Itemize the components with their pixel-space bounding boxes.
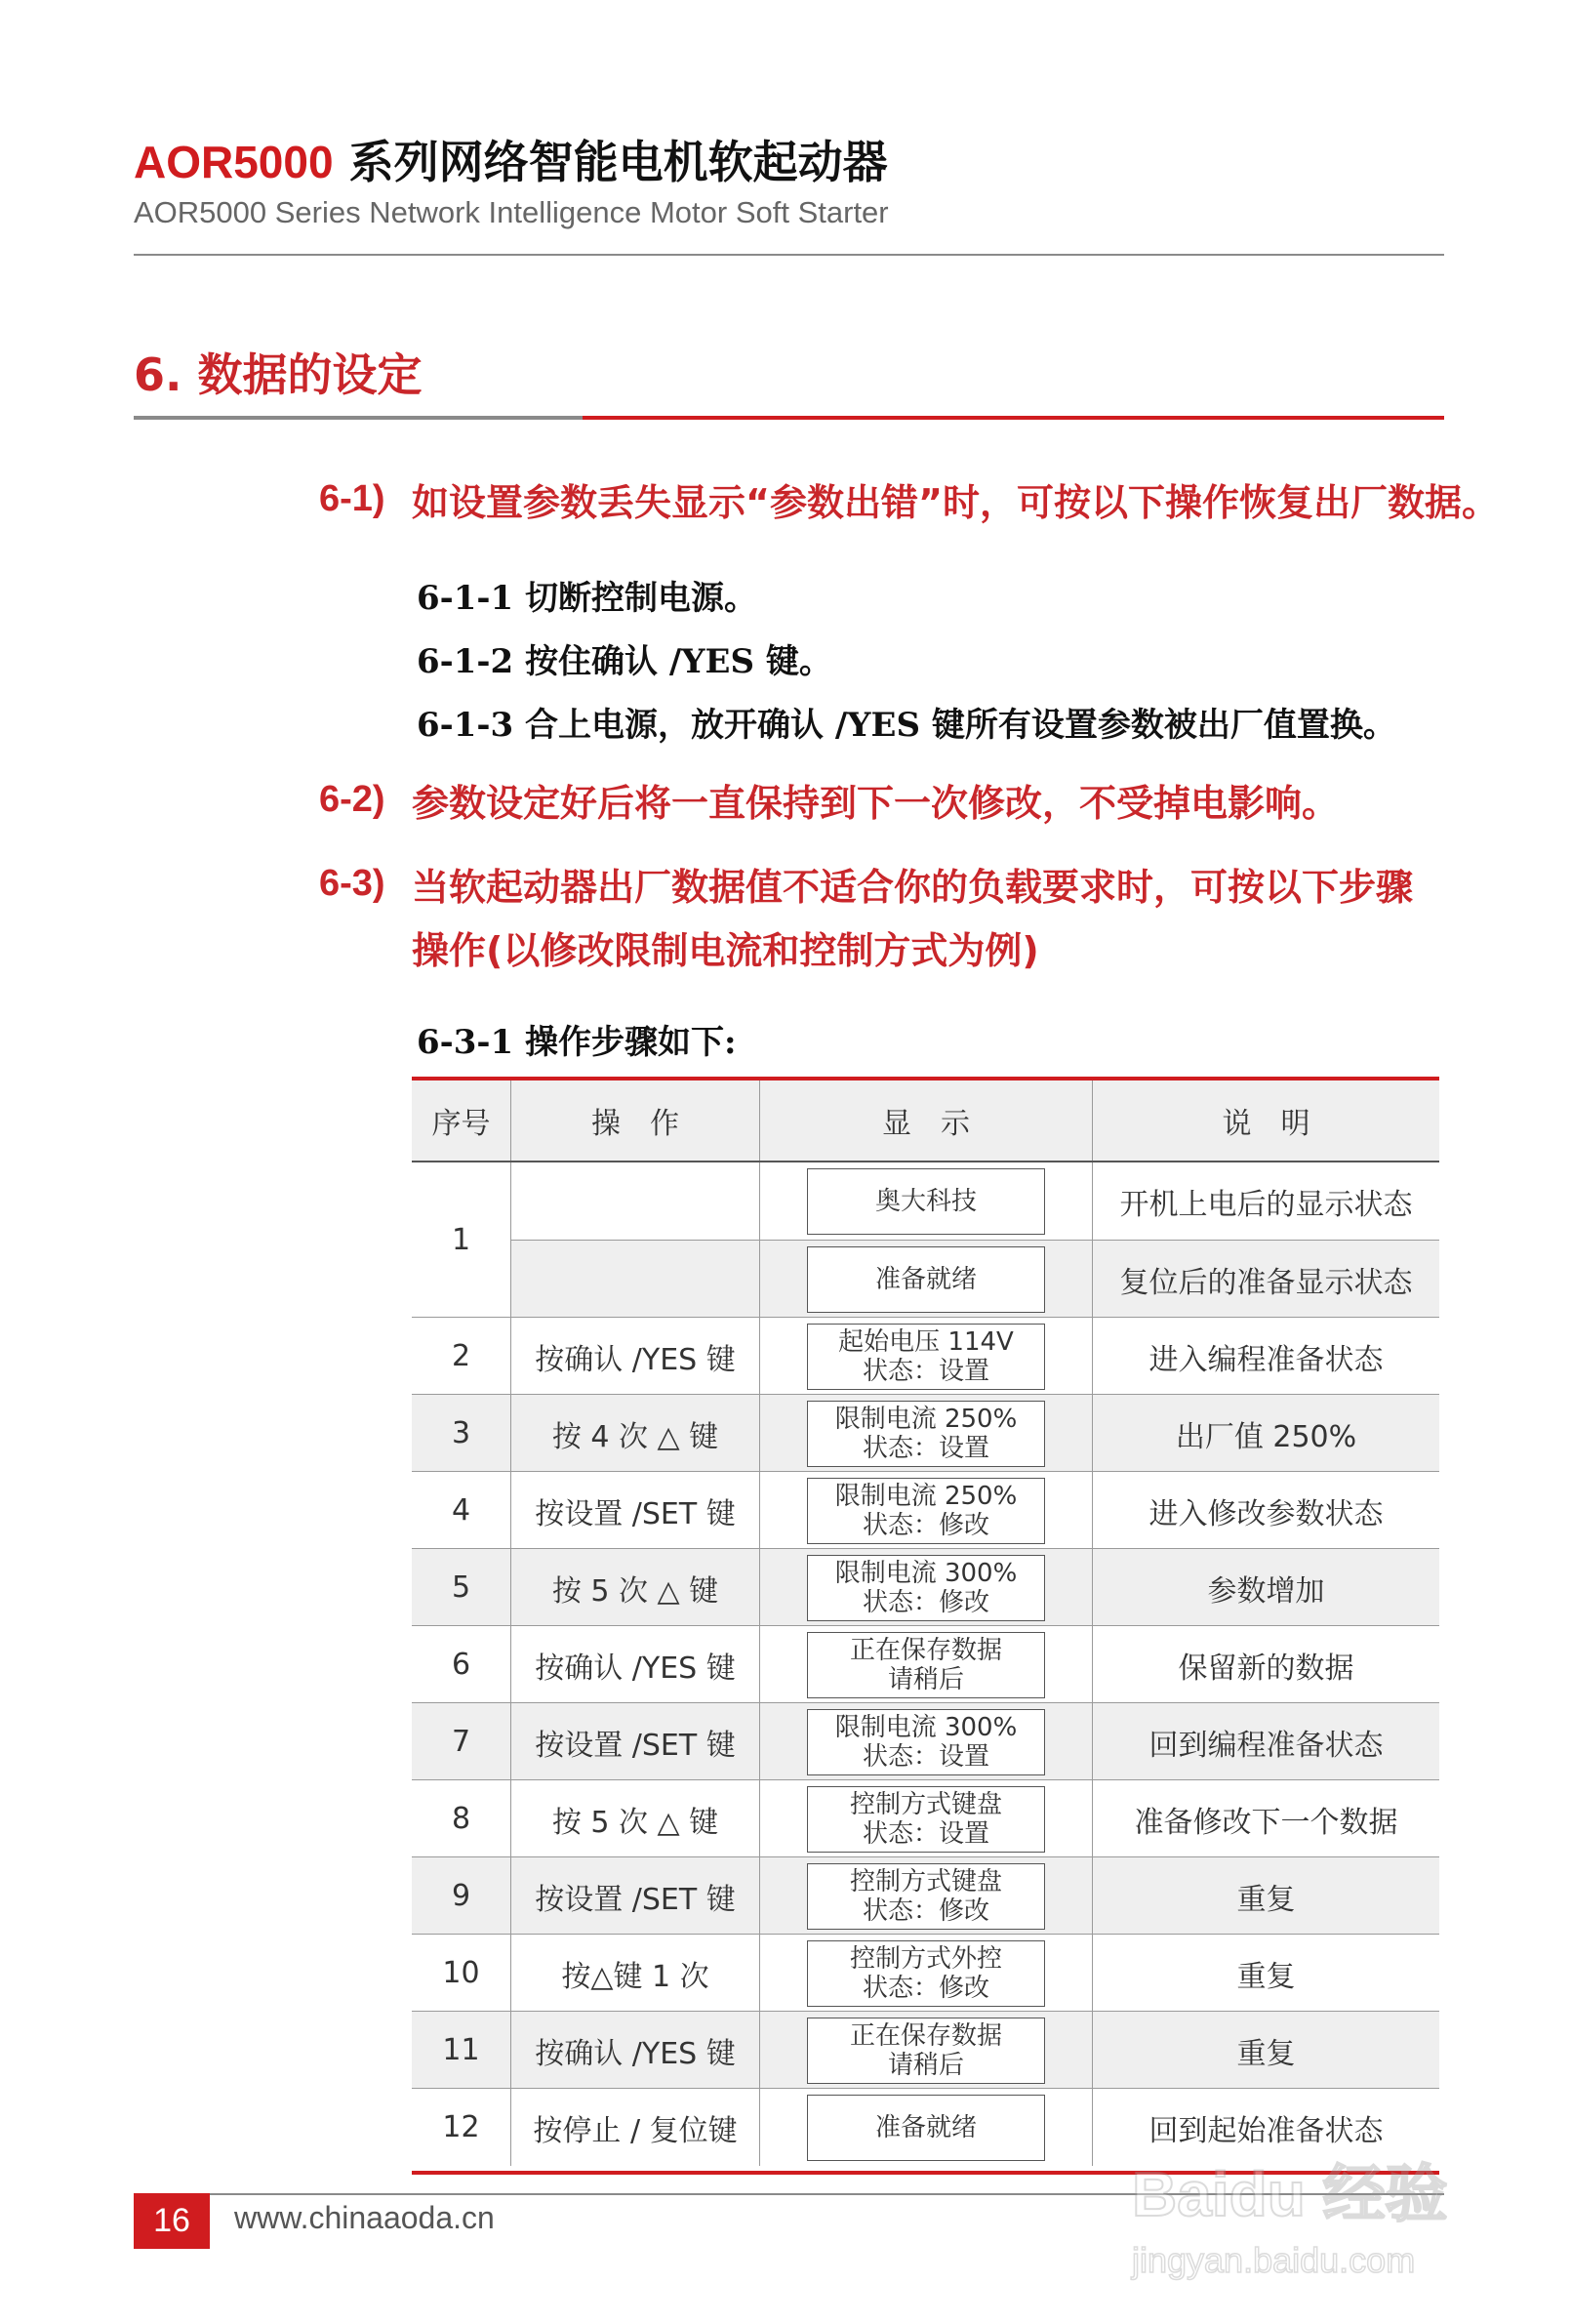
item-6-3-number: 6-3) — [319, 863, 385, 904]
table-row — [412, 1394, 1439, 1472]
lcd-line2: 状态：设置 — [862, 1433, 989, 1463]
row-number: 12 — [442, 2110, 480, 2144]
lcd-display — [807, 1246, 1045, 1313]
lcd-line1: 准备就绪 — [874, 1264, 977, 1294]
description-cell: 重复 — [1092, 1857, 1439, 1935]
item-6-3-line1: 当软起动器出厂数据值不适合你的负载要求时，可按以下步骤 — [412, 866, 1414, 909]
lcd-display — [807, 2018, 1045, 2084]
description-cell: 重复 — [1092, 2012, 1439, 2089]
display-cell — [759, 2089, 1092, 2166]
row-number: 5 — [451, 1570, 471, 1605]
document-subtitle: AOR5000 Series Network Intelligence Motor Soft Starter — [134, 195, 889, 229]
lcd-line1: 控制方式键盘 — [849, 1789, 1002, 1819]
description-cell: 开机上电后的显示状态 — [1092, 1162, 1439, 1240]
table-row — [412, 1240, 1439, 1318]
item-6-1-number: 6-1) — [319, 478, 385, 519]
lcd-line1: 起始电压 114V — [838, 1326, 1014, 1357]
display-cell — [759, 1935, 1092, 2012]
lcd-line2: 状态：修改 — [862, 1973, 989, 2003]
description-cell: 进入编程准备状态 — [1092, 1318, 1439, 1395]
display-cell — [759, 1395, 1092, 1472]
operation-cell: 按 5 次 △ 键 — [510, 1549, 759, 1626]
table-row — [412, 1856, 1439, 1935]
lcd-line1: 限制电流 300% — [834, 1712, 1018, 1742]
operation-cell: 按确认 /YES 键 — [510, 2012, 759, 2089]
description-cell: 保留新的数据 — [1092, 1626, 1439, 1703]
description-cell: 参数增加 — [1092, 1549, 1439, 1626]
description-cell: 回到编程准备状态 — [1092, 1703, 1439, 1780]
operation-cell: 按设置 /SET 键 — [510, 1857, 759, 1935]
header-no: 序号 — [431, 1107, 491, 1141]
row-number: 7 — [451, 1725, 471, 1759]
lcd-line2: 状态：设置 — [862, 1741, 989, 1772]
lcd-display — [807, 1632, 1045, 1698]
document-title — [134, 135, 888, 189]
lcd-line1: 正在保存数据 — [849, 1635, 1002, 1665]
step-6-1-3: 6-1-3 合上电源，放开确认 /YES 键所有设置参数被出厂值置换。 — [417, 706, 1396, 745]
row-number: 4 — [451, 1493, 471, 1528]
lcd-line2: 状态：修改 — [862, 1510, 989, 1540]
display-cell — [759, 1241, 1092, 1318]
display-cell — [759, 1549, 1092, 1626]
row-number: 6 — [451, 1648, 471, 1682]
item-6-2-number: 6-2) — [319, 779, 385, 820]
item-6-1-text: 如设置参数丢失显示“参数出错”时，可按以下操作恢复出厂数据。 — [412, 481, 1499, 524]
row-number: 11 — [442, 2033, 480, 2067]
display-cell — [759, 1857, 1092, 1935]
description-cell: 出厂值 250% — [1092, 1395, 1439, 1472]
display-cell — [759, 1626, 1092, 1703]
lcd-display — [807, 1863, 1045, 1930]
operation-cell: 按确认 /YES 键 — [510, 1318, 759, 1395]
table-row — [412, 1625, 1439, 1703]
display-cell — [759, 1703, 1092, 1780]
table-row — [412, 1548, 1439, 1626]
operation-cell: 按 5 次 △ 键 — [510, 1780, 759, 1857]
operation-steps-table — [412, 1077, 1439, 2175]
lcd-line2: 状态：修改 — [862, 1587, 989, 1617]
header-divider — [134, 254, 1444, 256]
operation-cell: 按△键 1 次 — [510, 1935, 759, 2012]
page-number: 16 — [134, 2193, 210, 2249]
watermark-line2: jingyan.baidu.com — [1132, 2240, 1416, 2280]
section-divider-red — [583, 416, 1444, 420]
table-row — [412, 1317, 1439, 1395]
row-number: 8 — [451, 1802, 471, 1836]
lcd-display — [807, 1324, 1045, 1390]
lcd-display — [807, 1709, 1045, 1775]
lcd-display — [807, 1786, 1045, 1853]
description-cell: 准备修改下一个数据 — [1092, 1780, 1439, 1857]
description-cell: 复位后的准备显示状态 — [1092, 1241, 1439, 1318]
row-number: 1 — [412, 1162, 510, 1317]
lcd-display — [807, 1168, 1045, 1235]
table-row — [412, 1162, 1439, 1240]
row-number: 2 — [451, 1339, 471, 1373]
lcd-line2: 状态：设置 — [862, 1356, 989, 1386]
header-description: 说 明 — [1092, 1080, 1439, 1161]
lcd-display — [807, 1940, 1045, 2007]
operation-cell: 按 4 次 △ 键 — [510, 1395, 759, 1472]
operation-cell: 按停止 / 复位键 — [510, 2089, 759, 2166]
lcd-display — [807, 2095, 1045, 2161]
display-cell — [759, 2012, 1092, 2089]
operation-cell: 按设置 /SET 键 — [510, 1703, 759, 1780]
step-6-3-1: 6-3-1 操作步骤如下: — [417, 1023, 737, 1062]
operation-cell — [510, 1162, 759, 1240]
lcd-line1: 限制电流 250% — [834, 1404, 1018, 1434]
table-row — [412, 1702, 1439, 1780]
description-cell: 回到起始准备状态 — [1092, 2089, 1439, 2166]
lcd-line2: 请稍后 — [887, 2050, 964, 2080]
lcd-line1: 控制方式外控 — [849, 1943, 1002, 1974]
header-display: 显 示 — [759, 1080, 1092, 1161]
description-cell: 进入修改参数状态 — [1092, 1472, 1439, 1549]
operation-cell: 按确认 /YES 键 — [510, 1626, 759, 1703]
section-title: 6. 数据的设定 — [134, 348, 423, 401]
display-cell — [759, 1472, 1092, 1549]
display-cell — [759, 1162, 1092, 1240]
operation-cell — [510, 1241, 759, 1318]
row-number: 9 — [451, 1879, 471, 1913]
lcd-line2: 状态：修改 — [862, 1896, 989, 1926]
step-6-1-2: 6-1-2 按住确认 /YES 键。 — [417, 642, 832, 681]
lcd-line2: 请稍后 — [887, 1664, 964, 1694]
lcd-line1: 控制方式键盘 — [849, 1866, 1002, 1896]
lcd-line2: 状态：设置 — [862, 1818, 989, 1849]
section-divider-gray — [134, 416, 583, 420]
description-cell: 重复 — [1092, 1935, 1439, 2012]
table-row — [412, 1779, 1439, 1857]
header-operation: 操 作 — [510, 1080, 759, 1161]
step-6-1-1: 6-1-1 切断控制电源。 — [417, 579, 758, 618]
lcd-line1: 正在保存数据 — [849, 2020, 1002, 2051]
baidu-watermark-logo — [1122, 2147, 1493, 2294]
lcd-display — [807, 1555, 1045, 1621]
brand-name: AOR5000 — [134, 137, 334, 187]
title-cn: 系列网络智能电机软起动器 — [333, 136, 888, 188]
lcd-line1: 准备就绪 — [874, 2112, 977, 2142]
display-cell — [759, 1318, 1092, 1395]
table-header-row — [412, 1080, 1439, 1162]
item-6-3-line2: 操作(以修改限制电流和控制方式为例) — [412, 929, 1039, 972]
lcd-line1: 限制电流 250% — [834, 1481, 1018, 1511]
item-6-2-text: 参数设定好后将一直保持到下一次修改，不受掉电影响。 — [412, 782, 1340, 825]
table-row — [412, 1934, 1439, 2012]
lcd-line1: 限制电流 300% — [834, 1558, 1018, 1588]
lcd-display — [807, 1478, 1045, 1544]
lcd-display — [807, 1401, 1045, 1467]
table-row — [412, 2011, 1439, 2089]
operation-cell: 按设置 /SET 键 — [510, 1472, 759, 1549]
row-number: 3 — [451, 1416, 471, 1450]
display-cell — [759, 1780, 1092, 1857]
table-row — [412, 1471, 1439, 1549]
row-number: 10 — [442, 1956, 480, 1990]
footer-url: www.chinaaoda.cn — [234, 2200, 495, 2235]
lcd-line1: 奥大科技 — [874, 1186, 977, 1216]
watermark-line1: Baidu 经验 — [1132, 2159, 1448, 2229]
